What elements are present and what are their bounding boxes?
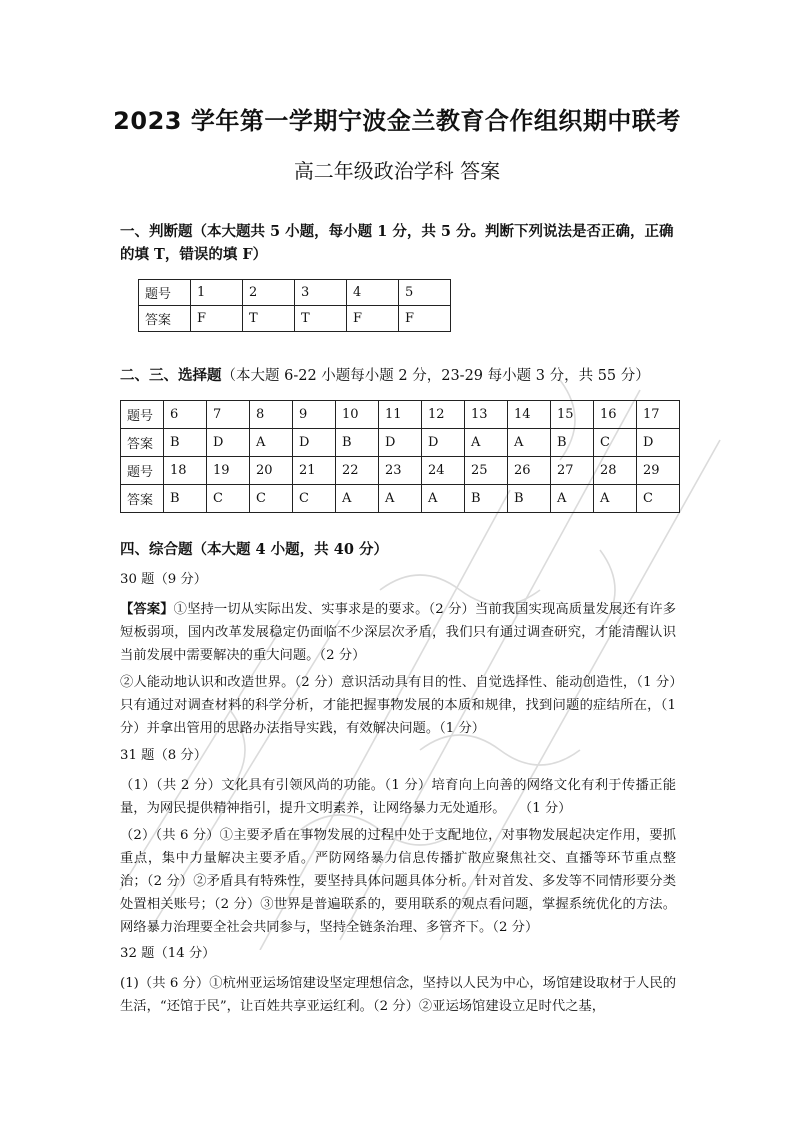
table-cell: 5 <box>399 280 451 306</box>
table-cell: 6 <box>164 401 207 429</box>
section2-heading-rest: （本大题 6-22 小题每小题 2 分，23-29 每小题 3 分，共 55 分） <box>221 368 650 384</box>
table-cell: 答案 <box>139 306 191 332</box>
table-cell: A <box>508 429 551 457</box>
table-row <box>121 429 680 457</box>
table-cell: 27 <box>551 457 594 485</box>
table-cell: B <box>551 429 594 457</box>
table-cell: F <box>347 306 399 332</box>
q32-answer-1: (1)（共 6 分）①杭州亚运场馆建设坚定理想信念，坚持以人民为中心，场馆建设取材于人民的生活，“还馆于民”，让百姓共享亚运红利。（2 分）②亚运场馆建设立足时代之基， <box>120 976 676 1014</box>
q30-answer-1-text: ①坚持一切从实际出发、实事求是的要求。（2 分）当前我国实现高质量发展还有许多短板弱项，国内改革发展稳定仍面临不少深层次矛盾，我们只有通过调查研究，才能清醒认识当前发展中需要解决的重大问题。（2 分） <box>120 602 676 663</box>
q31-label: 31 题（8 分） <box>120 748 208 763</box>
table-cell: T <box>295 306 347 332</box>
table-cell: 29 <box>637 457 680 485</box>
section1-heading: 一、判断题（本大题共 5 小题，每小题 1 分，共 5 分。判断下列说法是否正确，正确的填 T，错误的填 F） <box>120 223 674 263</box>
section2-heading <box>120 364 680 388</box>
table-cell: A <box>422 485 465 513</box>
table-cell: 7 <box>207 401 250 429</box>
table-cell: D <box>293 429 336 457</box>
table-cell: 题号 <box>139 280 191 306</box>
table-cell: 18 <box>164 457 207 485</box>
table-cell: C <box>250 485 293 513</box>
table-cell: B <box>336 429 379 457</box>
table-cell: 25 <box>465 457 508 485</box>
q31-answer-1: （1）（共 2 分）文化具有引领风尚的功能。（1 分）培育向上向善的网络文化有利于传播正能量，为网民提供精神指引，提升文明素养，让网络暴力无处遁形。 （1 分） <box>120 778 676 816</box>
table-cell: A <box>379 485 422 513</box>
table-cell: F <box>399 306 451 332</box>
table-cell: 题号 <box>121 457 164 485</box>
q30-label: 30 题（9 分） <box>120 572 208 587</box>
q30-answer-1 <box>120 598 676 667</box>
table-cell: 20 <box>250 457 293 485</box>
table-cell: 11 <box>379 401 422 429</box>
document-title: 2023 学年第一学期宁波金兰教育合作组织期中联考 <box>113 107 681 135</box>
table-cell: 22 <box>336 457 379 485</box>
choice-answer-table <box>120 400 680 513</box>
table-cell: 1 <box>191 280 243 306</box>
judgement-answer-table <box>138 279 451 332</box>
table-cell: 答案 <box>121 429 164 457</box>
table-cell: A <box>594 485 637 513</box>
table-cell: D <box>379 429 422 457</box>
table-cell: F <box>191 306 243 332</box>
table-cell: 13 <box>465 401 508 429</box>
section4-heading: 四、综合题（本大题 4 小题，共 40 分） <box>120 541 388 558</box>
table-cell: A <box>465 429 508 457</box>
table-cell: 26 <box>508 457 551 485</box>
table-cell: 16 <box>594 401 637 429</box>
table-cell: D <box>637 429 680 457</box>
table-cell: B <box>164 429 207 457</box>
table-cell: 12 <box>422 401 465 429</box>
table-cell: 17 <box>637 401 680 429</box>
table-row <box>139 306 451 332</box>
table-cell: C <box>594 429 637 457</box>
table-row <box>121 401 680 429</box>
table-cell: 8 <box>250 401 293 429</box>
table-cell: T <box>243 306 295 332</box>
table-cell: 2 <box>243 280 295 306</box>
table-cell: C <box>207 485 250 513</box>
table-cell: A <box>336 485 379 513</box>
document-subtitle: 高二年级政治学科 答案 <box>293 159 501 183</box>
table-cell: 15 <box>551 401 594 429</box>
q31-answer-2: （2）（共 6 分）①主要矛盾在事物发展的过程中处于支配地位，对事物发展起决定作用，要抓重点，集中力量解决主要矛盾。严防网络暴力信息传播扩散应聚焦社交、直播等环节重点整治；（2 分）②矛盾具有特殊性，要坚持具体问题具体分析。针对首发、多发等不同情形要分类处置相关账号；（2 分）③世界是普遍联系的，要用联系的观点看问题，掌握系统优化的方法。网络暴力治理要全社会共同参与，坚持全链条治理、多管齐下。（2 分） <box>120 828 676 935</box>
table-cell: 19 <box>207 457 250 485</box>
table-cell: 21 <box>293 457 336 485</box>
table-cell: 24 <box>422 457 465 485</box>
table-cell: A <box>551 485 594 513</box>
table-cell: B <box>164 485 207 513</box>
table-row <box>121 457 680 485</box>
table-cell: 答案 <box>121 485 164 513</box>
table-cell: D <box>207 429 250 457</box>
table-row <box>121 485 680 513</box>
answer-tag: 【答案】 <box>120 602 174 617</box>
q30-answer-2: ②人能动地认识和改造世界。（2 分）意识活动具有目的性、自觉选择性、能动创造性，（1 分）只有通过对调查材料的科学分析，才能把握事物发展的本质和规律，找到问题的症结所在，（1 分）并拿出管用的思路办法指导实践，有效解决问题。（1 分） <box>120 675 677 736</box>
table-cell: 题号 <box>121 401 164 429</box>
table-cell: A <box>250 429 293 457</box>
table-row <box>139 280 451 306</box>
table-cell: 10 <box>336 401 379 429</box>
table-cell: 28 <box>594 457 637 485</box>
q32-label: 32 题（14 分） <box>120 946 216 961</box>
table-cell: D <box>422 429 465 457</box>
table-cell: 3 <box>295 280 347 306</box>
table-cell: B <box>465 485 508 513</box>
table-cell: B <box>508 485 551 513</box>
table-cell: C <box>293 485 336 513</box>
section2-heading-bold: 二、三、选择题 <box>120 367 222 384</box>
table-cell: C <box>637 485 680 513</box>
table-cell: 4 <box>347 280 399 306</box>
table-cell: 14 <box>508 401 551 429</box>
table-cell: 23 <box>379 457 422 485</box>
table-cell: 9 <box>293 401 336 429</box>
